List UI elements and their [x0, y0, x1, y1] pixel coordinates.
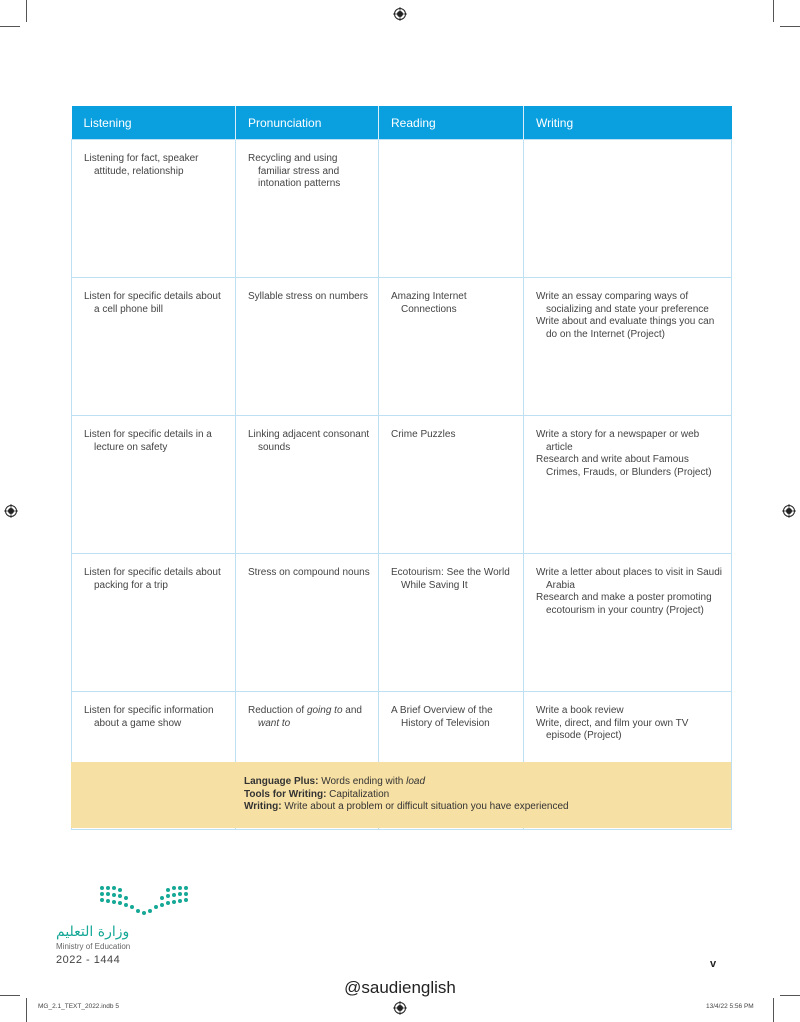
- reading-cell: [379, 278, 524, 416]
- tools-label: Tools for Writing:: [244, 788, 327, 800]
- listening-cell: [72, 554, 236, 692]
- cell-text: Write a book review: [536, 705, 624, 716]
- crop-mark: [773, 998, 774, 1022]
- social-handle: @saudienglish: [344, 978, 456, 997]
- table-row: [72, 416, 732, 554]
- tools-text: Capitalization: [326, 788, 390, 800]
- writing-cell: [524, 554, 732, 692]
- pronunciation-cell: [236, 554, 379, 692]
- cell-text: Ecotourism: See the World While Saving It: [391, 567, 510, 591]
- writing-cell: [524, 278, 732, 416]
- pronunciation-cell: [236, 140, 379, 278]
- cell-text: Linking adjacent consonant sounds: [248, 429, 370, 453]
- writing-text: Write about a problem or difficult situation you have experienced: [281, 801, 569, 812]
- pronunciation-cell: [236, 278, 379, 416]
- cell-text: Write an essay comparing ways of socializing and state your preference: [536, 291, 709, 315]
- crop-mark: [26, 0, 27, 22]
- writing-cell: [524, 416, 732, 554]
- cell-text: Amazing Internet Connections: [391, 291, 467, 315]
- language-plus-box: [71, 762, 731, 828]
- date-slug: 13/4/22 5:56 PM: [706, 1003, 754, 1010]
- cell-text: Crime Puzzles: [391, 429, 456, 440]
- listening-cell: [72, 416, 236, 554]
- cell-text: Listen for specific details about a cell phone bill: [84, 291, 221, 315]
- file-slug: MG_2.1_TEXT_2022.indb 5: [38, 1003, 119, 1010]
- crop-mark: [773, 0, 774, 22]
- header-pronunciation: Pronunciation: [236, 106, 379, 140]
- table-row: [72, 278, 732, 416]
- table-row: [72, 554, 732, 692]
- language-plus-text: Words ending with: [318, 776, 407, 787]
- writing-label: Writing:: [244, 801, 282, 812]
- header-reading: Reading: [379, 106, 524, 140]
- language-plus-italic: load: [406, 776, 425, 787]
- footer-lines: [244, 776, 569, 814]
- tools-line: [244, 789, 569, 802]
- writing-cell: [524, 140, 732, 278]
- language-plus-label: Language Plus:: [244, 776, 319, 787]
- cell-text: Research and make a poster promoting ecotourism in your country (Project): [536, 592, 712, 616]
- cell-text: Recycling and using familiar stress and intonation patterns: [248, 153, 341, 189]
- cell-text: Write about and evaluate things you can do on the Internet (Project): [536, 316, 715, 340]
- table-row: [72, 140, 732, 278]
- page-number: v: [710, 958, 717, 970]
- cell-text: A Brief Overview of the History of Television: [391, 705, 493, 729]
- cell-text: Syllable stress on numbers: [248, 291, 369, 302]
- cell-text: Listen for specific details in a lecture on safety: [84, 429, 212, 453]
- cell-text: Write, direct, and film your own TV episode (Project): [536, 717, 689, 741]
- writing-line: [244, 801, 569, 814]
- cell-text: Listen for specific information about a game show: [84, 705, 214, 729]
- italic-fragment: want to: [258, 717, 291, 729]
- cell-text: Write a story for a newspaper or web article: [536, 429, 700, 453]
- registration-mark-icon: [393, 1001, 407, 1015]
- cell-text: Listening for fact, speaker attitude, relationship: [84, 153, 199, 177]
- ministry-name-english: Ministry of Education: [56, 942, 131, 951]
- text-fragment: and: [342, 705, 362, 716]
- reading-cell: [379, 416, 524, 554]
- crop-mark: [0, 26, 20, 27]
- cell-text: Stress on compound nouns: [248, 567, 370, 578]
- cell-text: [248, 705, 372, 730]
- registration-mark-icon: [393, 7, 407, 21]
- reading-cell: [379, 554, 524, 692]
- header-listening: Listening: [72, 106, 236, 140]
- cell-text: Write a letter about places to visit in Saudi Arabia: [536, 567, 723, 591]
- listening-cell: [72, 278, 236, 416]
- ministry-name-arabic: وزارة التعليم: [56, 924, 130, 940]
- crop-mark: [26, 998, 27, 1022]
- table-header-row: [72, 106, 732, 140]
- registration-mark-icon: [4, 504, 18, 518]
- header-writing: Writing: [524, 106, 732, 140]
- ministry-logo-icon: [98, 884, 190, 918]
- pronunciation-cell: [236, 416, 379, 554]
- cell-text: Listen for specific details about packing for a trip: [84, 567, 221, 591]
- syllabus-table: [71, 106, 732, 830]
- reading-cell: [379, 140, 524, 278]
- italic-fragment: going to: [306, 705, 343, 716]
- crop-mark: [780, 26, 800, 27]
- cell-text: Research and write about Famous Crimes, Frauds, or Blunders (Project): [536, 454, 712, 478]
- listening-cell: [72, 140, 236, 278]
- ministry-year: 2022 - 1444: [56, 954, 121, 966]
- registration-mark-icon: [782, 504, 796, 518]
- text-fragment: Reduction of: [248, 705, 307, 716]
- language-plus-line: [244, 776, 569, 789]
